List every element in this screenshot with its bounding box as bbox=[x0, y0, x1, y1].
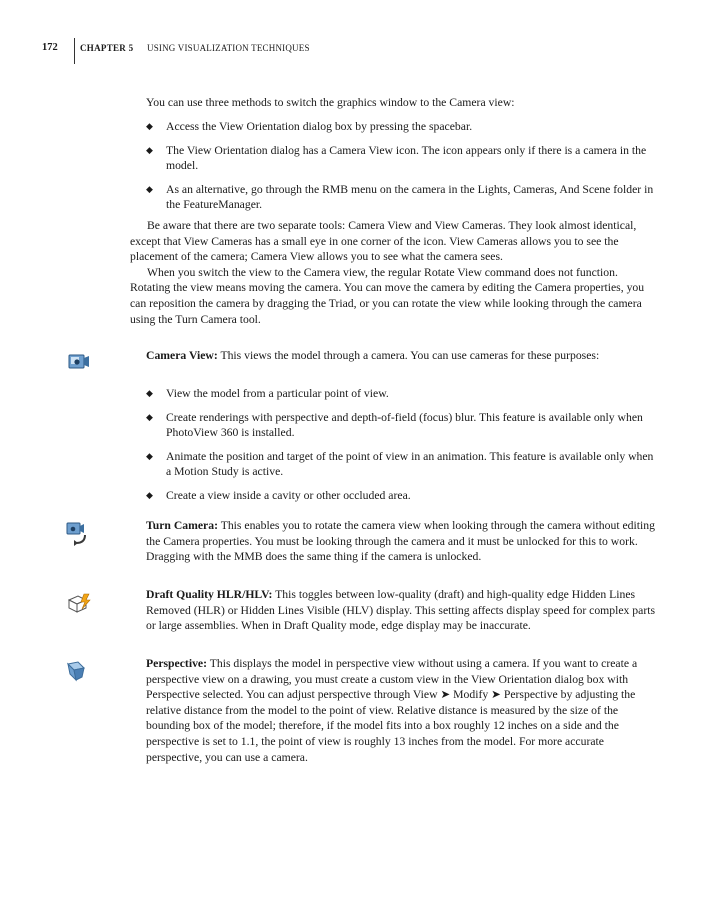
camera-purposes-list bbox=[146, 386, 656, 504]
chapter-title: USING VISUALIZATION TECHNIQUES bbox=[147, 43, 310, 53]
bullet-diamond-icon: ◆ bbox=[146, 450, 153, 461]
draft-quality-section bbox=[146, 587, 656, 634]
perspective-section bbox=[146, 656, 656, 765]
turn-camera-section bbox=[146, 518, 656, 565]
list-item: ◆ Create renderings with perspective and depth-of-field (focus) blur. This feature is available only when PhotoView 360 is installed. bbox=[146, 410, 643, 440]
perspective-icon bbox=[66, 660, 92, 682]
bullet-diamond-icon: ◆ bbox=[146, 489, 153, 500]
term-draft-quality: Draft Quality HLR/HLV: bbox=[146, 588, 273, 601]
turn-camera-paragraph: Turn Camera: This enables you to rotate the camera view when looking through the camera without editing the Camera properties. You must be looking through the camera and it must be unlocked for this to work. Dragging with the MMB does the same thing if the camera is unlocked. bbox=[146, 519, 655, 564]
turn-camera-icon bbox=[64, 521, 90, 547]
term-camera-view: Camera View: bbox=[146, 349, 218, 362]
paragraph-switch: When you switch the view to the Camera view, the regular Rotate View command does not function. Rotating the view means moving the camera. You can move the camera by editing the Camera properties, you can reposition the camera by dragging the Triad, or you can rotate the view while looking through the camera using the Turn Camera tool. bbox=[130, 265, 645, 326]
list-item: ◆ View the model from a particular point of view. bbox=[146, 387, 389, 400]
draft-quality-icon bbox=[66, 592, 92, 614]
bullet-diamond-icon: ◆ bbox=[146, 121, 153, 131]
running-header bbox=[0, 38, 717, 64]
camera-view-section bbox=[146, 348, 656, 364]
bullet-diamond-icon: ◆ bbox=[146, 183, 153, 194]
header-divider bbox=[74, 38, 75, 64]
list-item: ◆ Access the View Orientation dialog box by pressing the spacebar. bbox=[146, 120, 473, 133]
methods-list bbox=[146, 119, 656, 213]
bullet-diamond-icon: ◆ bbox=[146, 411, 153, 422]
camera-view-paragraph: Camera View: This views the model through a camera. You can use cameras for these purposes: bbox=[146, 349, 600, 362]
bullet-diamond-icon: ◆ bbox=[146, 144, 153, 155]
bullet-diamond-icon: ◆ bbox=[146, 388, 153, 398]
list-item: ◆ Animate the position and target of the point of view in an animation. This feature is available only when a Motion Study is active. bbox=[146, 449, 654, 479]
camera-view-icon bbox=[66, 351, 92, 373]
paragraph-aware: Be aware that there are two separate tools: Camera View and View Cameras. They look almost identical, except that View Cameras has a small eye in one corner of the icon. View Cameras allows you to see the placement of the camera; Camera View allows you to see what the camera sees. bbox=[130, 219, 637, 264]
chapter-label: CHAPTER 5 bbox=[80, 43, 134, 53]
page-number: 172 bbox=[42, 42, 58, 53]
list-item: ◆ As an alternative, go through the RMB menu on the camera in the Lights, Cameras, And Scene folder in the FeatureManager. bbox=[146, 182, 654, 212]
term-turn-camera: Turn Camera: bbox=[146, 519, 218, 532]
term-perspective: Perspective: bbox=[146, 657, 207, 670]
list-item: ◆ Create a view inside a cavity or other occluded area. bbox=[146, 488, 411, 502]
list-item: ◆ The View Orientation dialog has a Camera View icon. The icon appears only if there is a camera in the model. bbox=[146, 143, 647, 173]
body-paragraphs bbox=[130, 218, 657, 327]
intro-text: You can use three methods to switch the graphics window to the Camera view: bbox=[146, 96, 515, 109]
perspective-paragraph: Perspective: This displays the model in perspective view without using a camera. If you want to create a perspective view on a drawing, you must create a custom view in the View Orientation dialog box with Perspective selected. You can adjust perspective through View ➤ Modify ➤ Perspective by adjusting the relative distance from the model to the point of view. Relative distance is measured by the size of the bounding box of the model; therefore, if the model fits into a box roughly 12 inches on a side and the perspective is set to 1.1, the point of view is roughly 13 inches from the model. For more accurate perspective, you can use a camera. bbox=[146, 657, 638, 764]
draft-quality-paragraph: Draft Quality HLR/HLV: This toggles between low-quality (draft) and high-quality edge Hidden Lines Removed (HLR) or Hidden Lines Visible (HLV) display. This setting affects display speed for complex parts or large assemblies. When in Draft Quality mode, edge display may be inaccurate. bbox=[146, 588, 656, 633]
